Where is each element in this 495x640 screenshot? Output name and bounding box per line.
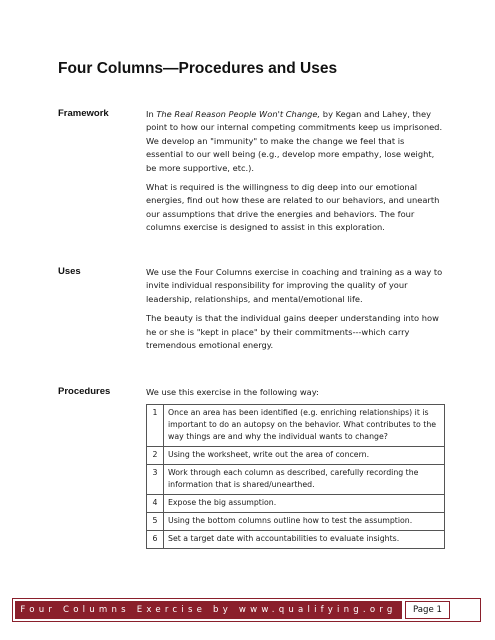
step-text: Set a target date with accountabilities to evaluate insights. xyxy=(164,531,445,549)
table-row xyxy=(147,465,445,495)
page-title: Four Columns—Procedures and Uses xyxy=(58,60,338,77)
step-number: 4 xyxy=(147,495,164,513)
step-text: Using the bottom columns outline how to test the assumption. xyxy=(164,513,445,531)
step-number: 1 xyxy=(147,405,164,447)
uses-paragraph-1: We use the Four Columns exercise in coaching and training as a way to invite individual responsibility for improving the quality of your leadership, relationships, and mental/emotional life. xyxy=(146,267,443,304)
step-number: 5 xyxy=(147,513,164,531)
footer-banner: Four Columns Exercise by www.qualifying.org xyxy=(15,601,402,619)
framework-paragraph-2: What is required is the willingness to dig deep into our emotional energies, find out how these are related to our behaviors, and unearth our assumptions that drive the energies and behaviors. The four columns exercise is designed to assist in this exploration. xyxy=(146,182,440,233)
step-text: Using the worksheet, write out the area of concern. xyxy=(164,447,445,465)
procedures-intro: We use this exercise in the following way: xyxy=(146,387,319,397)
procedures-label: Procedures xyxy=(58,386,111,397)
page-number: Page 1 xyxy=(405,601,450,619)
framework-label: Framework xyxy=(58,108,109,119)
framework-body xyxy=(146,108,444,241)
uses-paragraph-2: The beauty is that the individual gains deeper understanding into how he or she is "kept in place" by their commitments---which carry tremendous emotional energy. xyxy=(146,313,439,351)
step-text: Work through each column as described, carefully recording the information that is shared/unearthed. xyxy=(164,465,445,495)
framework-p1-prefix: In xyxy=(146,109,157,119)
procedures-table xyxy=(146,404,445,549)
table-row xyxy=(147,531,445,549)
table-row xyxy=(147,495,445,513)
step-number: 6 xyxy=(147,531,164,549)
book-title: The Real Reason People Won't Change, xyxy=(156,109,321,119)
table-row xyxy=(147,447,445,465)
framework-p1-rest: by Kegan and Lahey, they point to how our internal competing commitments keep us imprisoned. We develop an "immunity" to make the change we feel that is essential to our well being (e.g., develop more empathy, lose weight, be more supportive, etc.). xyxy=(146,109,443,173)
framework-paragraph-1 xyxy=(146,108,444,175)
step-text: Expose the big assumption. xyxy=(164,495,445,513)
table-row xyxy=(147,513,445,531)
page-footer xyxy=(12,598,481,622)
step-number: 3 xyxy=(147,465,164,495)
uses-label: Uses xyxy=(58,266,81,277)
uses-body xyxy=(146,266,444,358)
step-number: 2 xyxy=(147,447,164,465)
step-text: Once an area has been identified (e.g. enriching relationships) it is important to do an autopsy on the behavior. What contributes to the way things are and why the individual wants to change? xyxy=(164,405,445,447)
table-row xyxy=(147,405,445,447)
